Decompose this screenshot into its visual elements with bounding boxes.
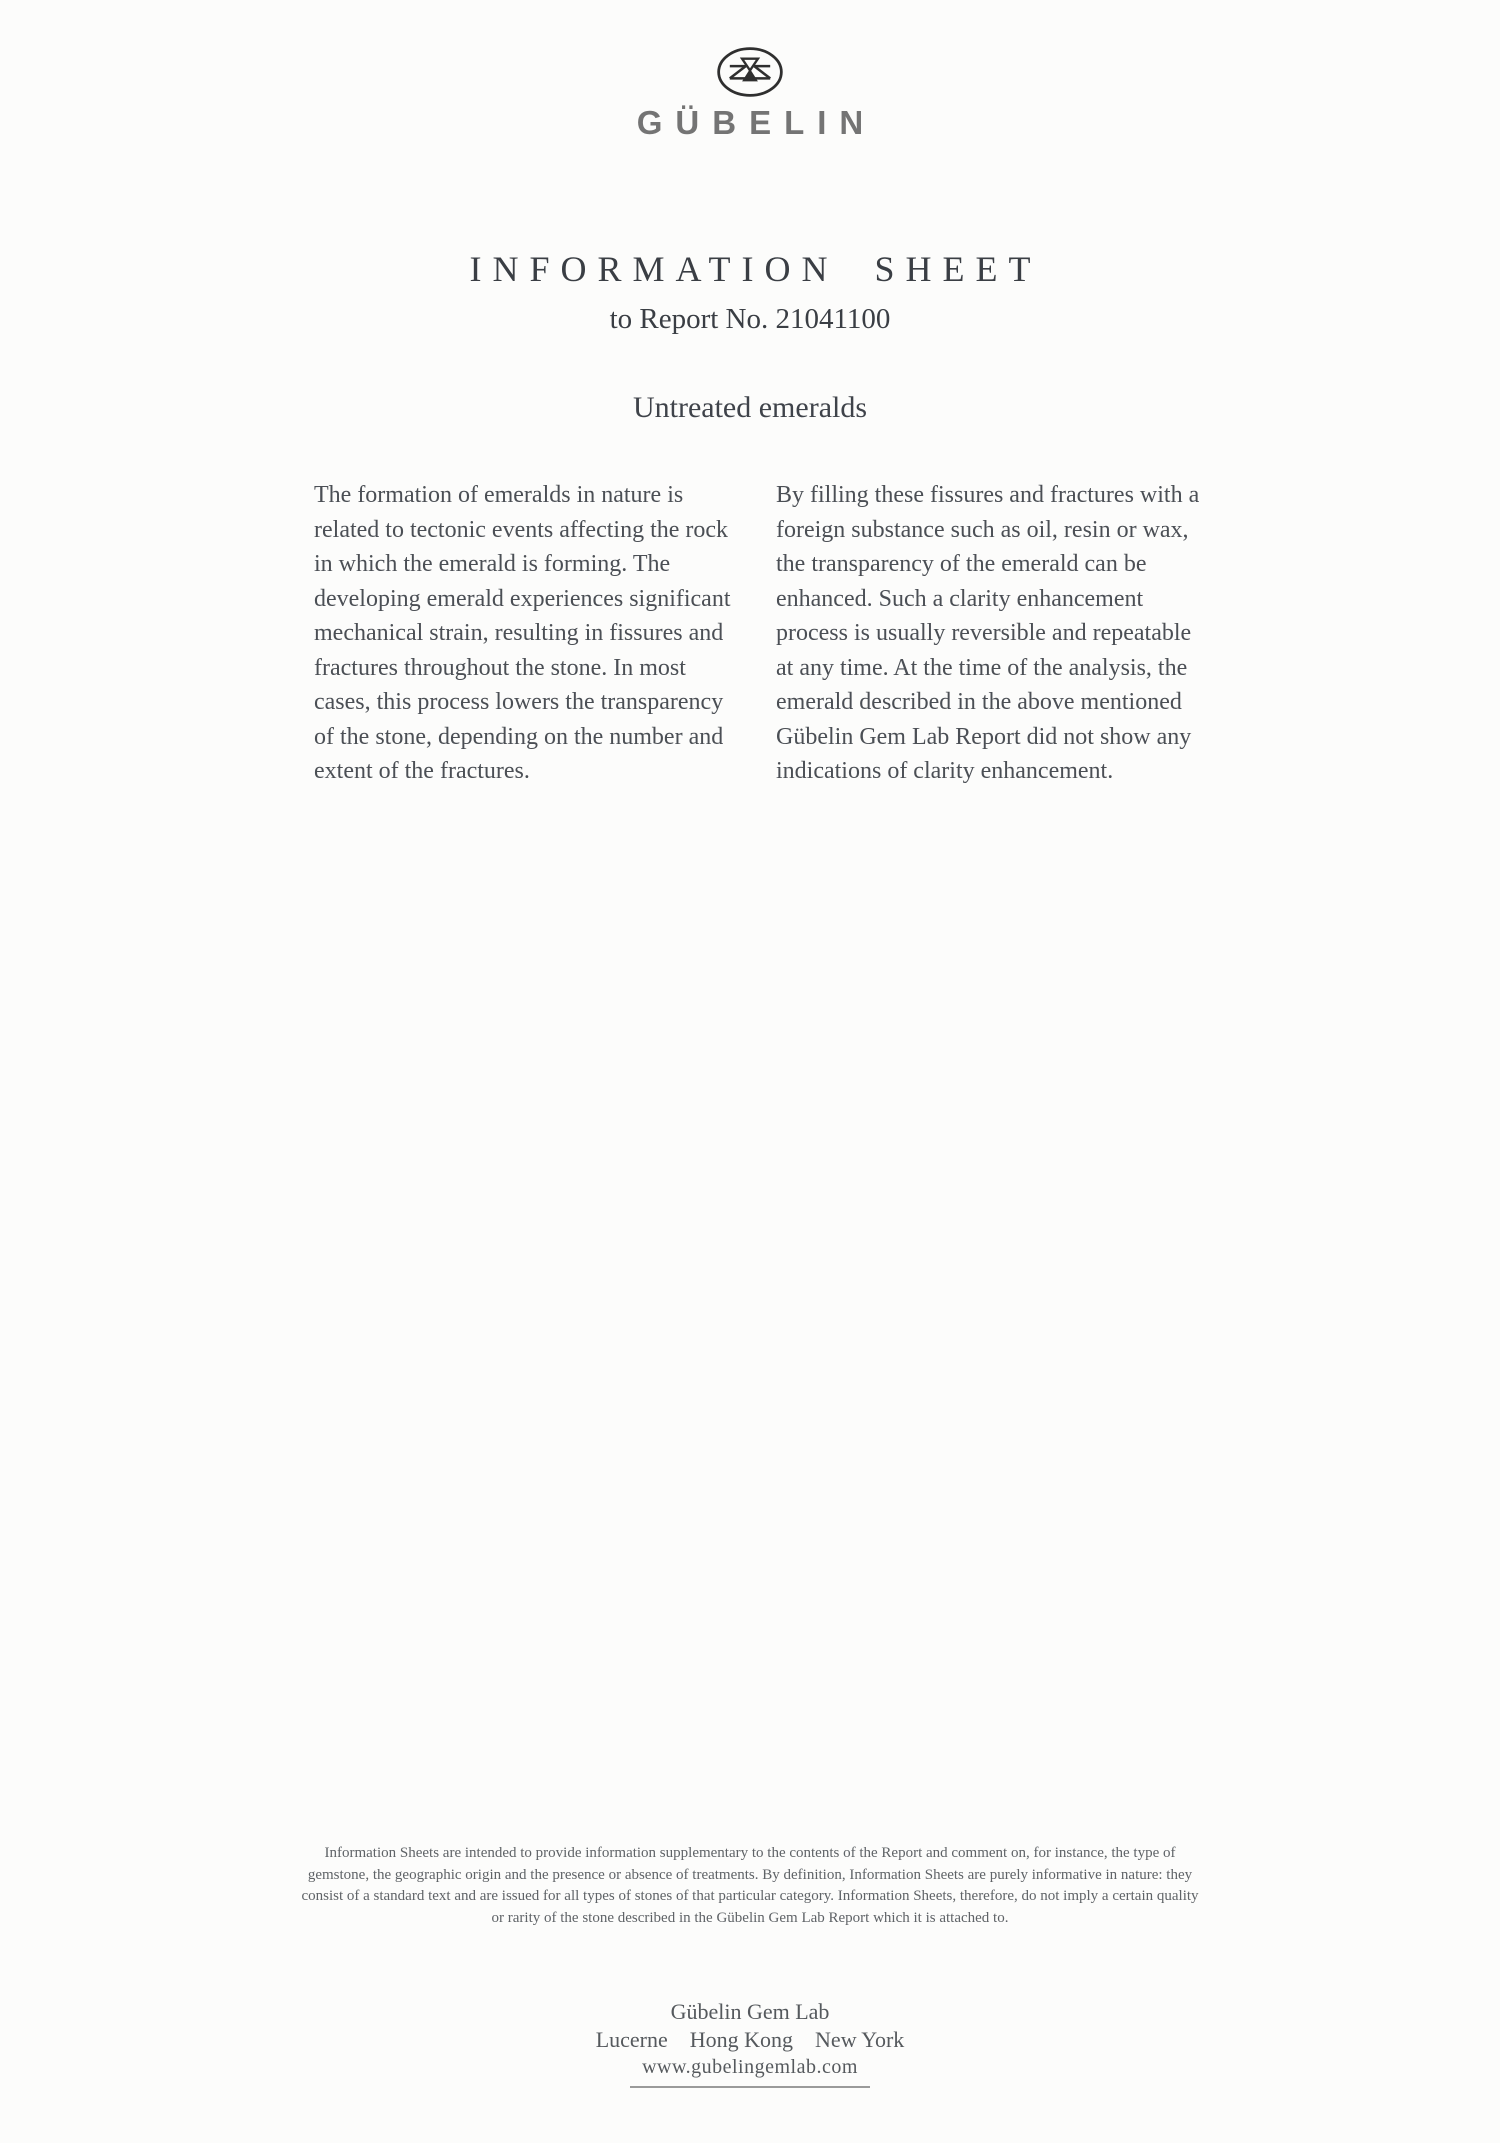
body-paragraph-right: By filling these fissures and fractures with a foreign substance such as oil, resin or wax, the transparency of the emerald can be enhanced. Such a clarity enhancement process is usually reversible and repeatable at any time. At the time of the analysis, the emerald described in the above mentioned Gübelin Gem Lab Report did not show any indications of clarity enhancement. [776, 482, 1200, 784]
footer-lab-name: Gübelin Gem Lab [670, 1999, 830, 2024]
footer-website: www.gubelingemlab.com [642, 2056, 858, 2078]
footer-locations [0, 2026, 1500, 2054]
footer-location-lucerne: Lucerne [595, 2027, 668, 2052]
document-heading: Untreated emeralds [632, 391, 868, 424]
body-column-left [314, 478, 738, 789]
body-paragraph-left: The formation of emeralds in nature is related to tectonic events affecting the rock in which the emerald is forming. The developing emerald experiences significant mechanical strain, resulting in fissures and fractures throughout the stone. In most cases, this process lowers the transparency of the stone, depending on the number and extent of the fractures. [314, 482, 731, 784]
footer-divider [630, 2086, 870, 2088]
report-number-line: to Report No. 21041100 [609, 303, 891, 335]
footer-location-newyork: New York [815, 2027, 905, 2052]
footer [0, 1998, 1500, 2081]
footer-location-hongkong: Hong Kong [689, 2027, 794, 2052]
page-title: INFORMATION SHEET [469, 249, 1042, 289]
disclaimer-text: Information Sheets are intended to provide information supplementary to the contents of the Report and comment on, for instance, the type of gemstone, the geographic origin and the presence or absence of treatments. By definition, Information Sheets are purely informative in nature: they consist of a standard text and are issued for all types of stones of that particular category. Information Sheets, therefore, do not imply a certain quality or rarity of the stone described in the Gübelin Gem Lab Report which it is attached to. [301, 1845, 1199, 1926]
body-column-right [776, 478, 1200, 789]
gubelin-monogram-icon [716, 45, 784, 99]
body-columns [314, 478, 1200, 789]
gubelin-wordmark: GÜBELIN [636, 104, 877, 141]
